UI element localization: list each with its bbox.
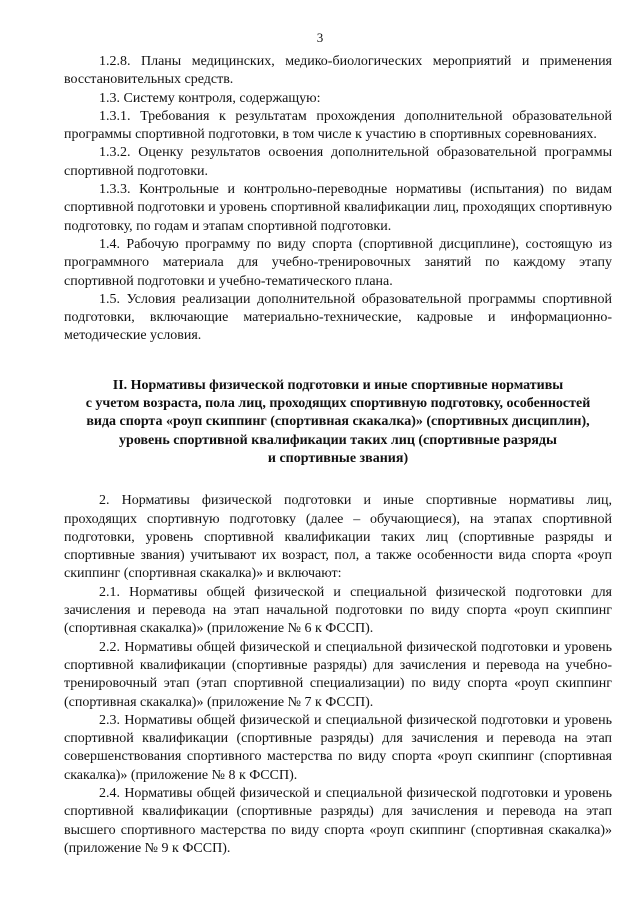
paragraph-1-3: 1.3. Систему контроля, содержащую: — [99, 90, 321, 106]
section-heading-line: с учетом возраста, пола лиц, проходящих спортивную подготовку, особенностей — [85, 396, 591, 412]
paragraph-2: 2. Нормативы физической подготовки и иные спортивные нормативы лиц, проходящих спортивную подготовку (далее – обучающиеся), на этапах спортивной подготовки, уровень спортивной квалификации таких лиц (спортивные разряды и спортивные звания) учитывают их возраст, пол, а также особенности вида спорта «роуп скиппинг (спортивная скакалка)» и включают: — [64, 493, 612, 582]
paragraph-2-4: 2.4. Нормативы общей физической и специальной физической подготовки и уровень спортивной квалификации (спортивные разряды) для зачисления и перевода на этап высшего спортивного мастерства по виду спорта «роуп скиппинг (спортивная скакалка)» (приложение № 9 к ФССП). — [64, 785, 612, 856]
section-heading-line: и спортивные звания) — [267, 450, 409, 466]
section-heading-line: уровень спортивной квалификации таких лиц (спортивные разряды — [119, 432, 557, 448]
page-number: 3 — [316, 30, 324, 45]
section-heading-line: вида спорта «роуп скиппинг (спортивная скакалка)» (спортивных дисциплин), — [86, 414, 590, 430]
paragraph-1-5: 1.5. Условия реализации дополнительной образовательной программы спортивной подготовки, включающие материально-технические, кадровые и информационно-методические условия. — [64, 291, 612, 344]
paragraph-1-3-3: 1.3.3. Контрольные и контрольно-переводные нормативы (испытания) по видам спортивной подготовки и уровень спортивной квалификации лиц, проходящих спортивную подготовку, по годам и этапам спортивной подготовки. — [64, 182, 612, 234]
paragraph-1-2-8: 1.2.8. Планы медицинских, медико-биологических мероприятий и применения восстановительных средств. — [64, 54, 612, 88]
paragraph-1-4: 1.4. Рабочую программу по виду спорта (спортивной дисциплине), состоящую из программного материала для учебно-тренировочных занятий по каждому этапу спортивной подготовки и учебно-тематического плана. — [64, 236, 612, 289]
paragraph-2-3: 2.3. Нормативы общей физической и специальной физической подготовки и уровень спортивной квалификации (спортивные разряды) для зачисления и перевода на этап совершенствования спортивного мастерства по виду спорта «роуп скиппинг (спортивная скакалка)» (приложение № 8 к ФССП). — [64, 712, 612, 783]
paragraph-1-3-1: 1.3.1. Требования к результатам прохождения дополнительной образовательной программы спортивной подготовки, в том числе к участию в спортивных соревнованиях. — [64, 108, 612, 143]
paragraph-2-1: 2.1. Нормативы общей физической и специальной физической подготовки для зачисления и перевода на этап начальной подготовки по виду спорта «роуп скиппинг (спортивная скакалка)» (приложение № 6 к ФССП). — [64, 584, 612, 637]
document-body — [64, 53, 612, 858]
section-heading-line: II. Нормативы физической подготовки и иные спортивные нормативы — [112, 377, 564, 393]
section-heading — [64, 377, 612, 468]
paragraph-2-2: 2.2. Нормативы общей физической и специальной физической подготовки и уровень спортивной квалификации (спортивные разряды) для зачисления и перевода на учебно-тренировочный этап (этап спортивной специализации) по виду спорта «роуп скиппинг (спортивная скакалка)» (приложение № 7 к ФССП). — [64, 639, 612, 710]
paragraph-1-3-2: 1.3.2. Оценку результатов освоения дополнительной образовательной программы спортивной подготовки. — [64, 145, 612, 179]
